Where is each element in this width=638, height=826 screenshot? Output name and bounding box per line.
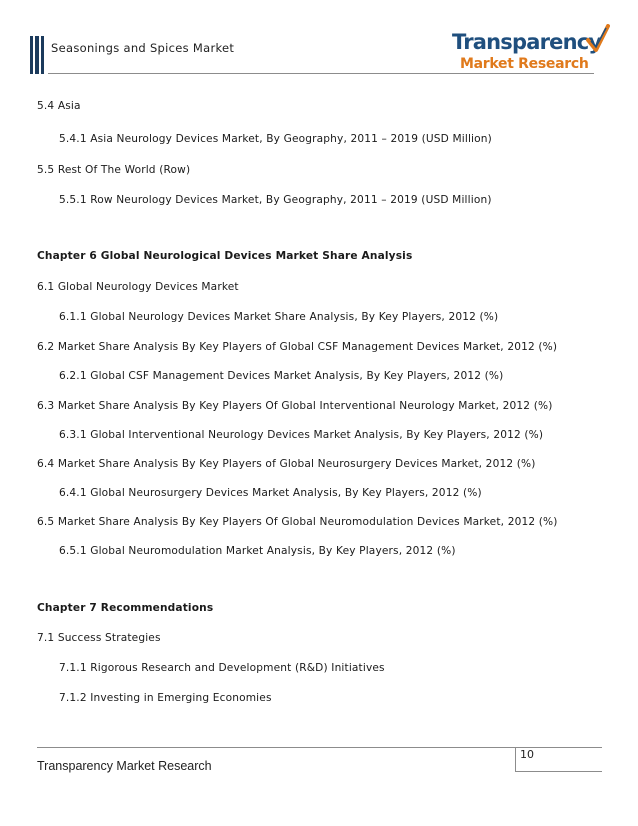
toc-entry: 6.1 Global Neurology Devices Market <box>37 281 239 293</box>
toc-entry: 6.5 Market Share Analysis By Key Players Of Global Neuromodulation Devices Market, 2012 (%) <box>37 516 558 528</box>
toc-entry: 6.1.1 Global Neurology Devices Market Share Analysis, By Key Players, 2012 (%) <box>59 311 499 323</box>
toc-entry: 5.4.1 Asia Neurology Devices Market, By Geography, 2011 – 2019 (USD Million) <box>59 133 492 145</box>
chapter-heading: Chapter 6 Global Neurological Devices Market Share Analysis <box>37 250 413 262</box>
chapter-heading: Chapter 7 Recommendations <box>37 602 214 614</box>
toc-entry: 6.3 Market Share Analysis By Key Players Of Global Interventional Neurology Market, 2012 (%) <box>37 400 553 412</box>
toc-entry: 6.4 Market Share Analysis By Key Players of Global Neurosurgery Devices Market, 2012 (%) <box>37 458 536 470</box>
company-logo <box>448 24 608 74</box>
toc-entry: 6.5.1 Global Neuromodulation Market Analysis, By Key Players, 2012 (%) <box>59 545 456 557</box>
toc-entry: 6.4.1 Global Neurosurgery Devices Market Analysis, By Key Players, 2012 (%) <box>59 487 482 499</box>
toc-entry: 6.3.1 Global Interventional Neurology Devices Market Analysis, By Key Players, 2012 (%) <box>59 429 544 441</box>
toc-entry: 5.5.1 Row Neurology Devices Market, By Geography, 2011 – 2019 (USD Million) <box>59 194 492 206</box>
logo-line-2: Market Research <box>460 56 589 72</box>
toc-entry: 7.1.2 Investing in Emerging Economies <box>59 692 272 704</box>
header-bars <box>30 36 44 74</box>
footer-publisher: Transparency Market Research <box>37 759 212 773</box>
toc-entry: 7.1 Success Strategies <box>37 632 161 644</box>
logo-line-1: Transparency <box>452 30 602 54</box>
toc-entry: 5.5 Rest Of The World (Row) <box>37 164 191 176</box>
page-number: 10 <box>520 748 534 761</box>
toc-entry: 7.1.1 Rigorous Research and Development (R&D) Initiatives <box>59 662 385 674</box>
toc-entry: 5.4 Asia <box>37 100 81 112</box>
toc-entry: 6.2 Market Share Analysis By Key Players of Global CSF Management Devices Market, 2012 (%) <box>37 341 558 353</box>
header-title: Seasonings and Spices Market <box>51 41 235 55</box>
checkmark-icon <box>586 24 610 56</box>
toc-entry: 6.2.1 Global CSF Management Devices Market Analysis, By Key Players, 2012 (%) <box>59 370 504 382</box>
